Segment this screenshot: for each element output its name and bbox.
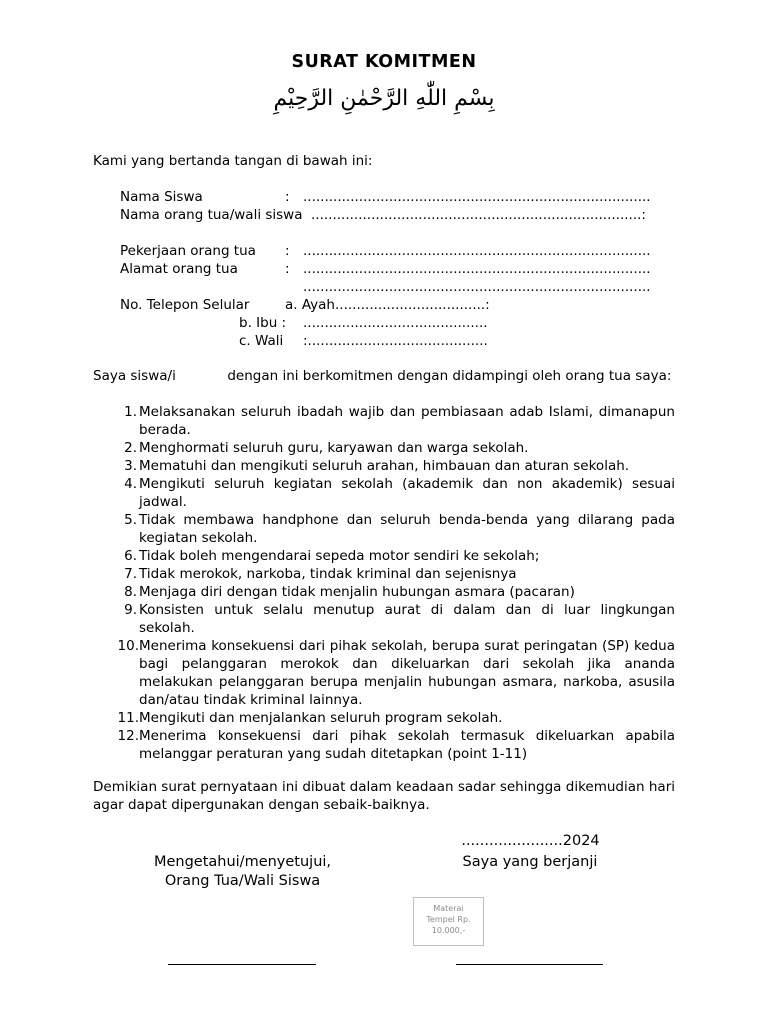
field-telepon-wali-value: :.......................................... xyxy=(303,333,488,349)
commitment-item-number: 11. xyxy=(117,710,139,726)
field-colon: : xyxy=(285,189,290,205)
commitment-item-number: 12. xyxy=(117,728,139,744)
commitment-item-text: Melaksanakan seluruh ibadah wajib dan pembiasaan adab Islami, dimanapun berada. xyxy=(139,404,675,438)
field-value-alamat: ................................................................................. xyxy=(303,261,651,277)
approval-label: Mengetahui/menyetujui, xyxy=(153,854,332,870)
stamp-text: Tempel Rp. xyxy=(426,915,471,924)
commitment-item xyxy=(93,457,675,475)
commitment-item xyxy=(93,583,675,601)
commitment-item xyxy=(93,637,675,709)
commitment-item-text: Mengikuti dan menjalankan seluruh program sekolah. xyxy=(139,710,503,726)
parent-guardian-label: Orang Tua/Wali Siswa xyxy=(164,873,321,889)
field-telepon-wali-label: c. Wali xyxy=(239,333,284,349)
closing-statement: Demikian surat pernyataan ini dibuat dalam keadaan sadar sehingga dikemudian hari agar dapat dipergunakan dengan sebaik-baiknya. xyxy=(93,779,675,813)
field-label-nama-ortu: Nama orang tua/wali siswa xyxy=(120,207,303,223)
commitment-item-number: 1. xyxy=(124,404,137,420)
field-telepon-ayah: a. Ayah...................................: xyxy=(285,297,490,313)
commitment-item xyxy=(93,547,675,565)
basmalah-calligraphy: بِسْمِ اللّٰهِ الرَّحْمٰنِ الرَّحِيْمِ xyxy=(273,86,495,111)
commitment-item xyxy=(93,475,675,511)
commitment-item-text: Konsisten untuk selalu menutup aurat di dalam dan di luar lingkungan sekolah. xyxy=(139,602,675,636)
document-title: SURAT KOMITMEN xyxy=(291,52,477,72)
field-colon: : xyxy=(285,243,290,259)
commitment-item xyxy=(93,727,675,763)
commitment-item xyxy=(93,511,675,547)
pledger-label: Saya yang berjanji xyxy=(462,854,598,870)
commitment-item xyxy=(93,709,675,727)
intro-text: Kami yang bertanda tangan di bawah ini: xyxy=(93,153,373,169)
commitment-item-text: Tidak boleh mengendarai sepeda motor sendiri ke sekolah; xyxy=(139,548,540,564)
commitment-item-text: Tidak merokok, narkoba, tindak kriminal dan sejenisnya xyxy=(139,566,517,582)
commitment-item-text: Menerima konsekuensi dari pihak sekolah termasuk dikeluarkan apabila melanggar peraturan yang sudah ditetapkan (point 1-11) xyxy=(139,728,675,762)
signature-date: ......................2024 xyxy=(461,833,600,849)
commitment-item xyxy=(93,565,675,583)
commitment-item-number: 2. xyxy=(124,440,137,456)
commitment-item-text: Menjaga diri dengan tidak menjalin hubungan asmara (pacaran) xyxy=(139,584,575,600)
commitment-item-number: 6. xyxy=(124,548,137,564)
commitment-item-number: 7. xyxy=(124,566,137,582)
commitment-item-text: Tidak membawa handphone dan seluruh benda-benda yang dilarang pada kegiatan sekolah. xyxy=(139,512,675,546)
commitment-item-number: 8. xyxy=(124,584,137,600)
stamp-text: 10.000,- xyxy=(431,926,466,935)
student-signature-line xyxy=(456,964,603,965)
field-value-nama-ortu: .............................................................................: xyxy=(311,207,646,223)
field-value-pekerjaan: ................................................................................. xyxy=(303,243,651,259)
field-colon: : xyxy=(285,261,290,277)
field-value-nama-siswa: ................................................................................. xyxy=(303,189,651,205)
commitment-item xyxy=(93,601,675,637)
commitment-intro: Saya siswa/i dengan ini berkomitmen dengan didampingi oleh orang tua saya: xyxy=(93,368,672,384)
stamp-text: Materai xyxy=(433,904,464,913)
field-telepon-ibu-value: ........................................... xyxy=(303,315,488,331)
commitment-item-text: Mengikuti seluruh kegiatan sekolah (akademik dan non akademik) sesuai jadwal. xyxy=(139,476,675,510)
commitment-item xyxy=(93,403,675,439)
commitment-item-number: 4. xyxy=(124,476,137,492)
field-value-alamat-line2: ................................................................................. xyxy=(303,279,651,295)
field-label-telepon: No. Telepon Selular xyxy=(120,297,250,313)
commitment-list xyxy=(93,403,675,763)
field-label-alamat: Alamat orang tua xyxy=(120,261,238,277)
commitment-item-text: Mematuhi dan mengikuti seluruh arahan, himbauan dan aturan sekolah. xyxy=(139,458,630,474)
commitment-item-number: 9. xyxy=(124,602,137,618)
field-telepon-ibu-label: b. Ibu : xyxy=(239,315,287,331)
parent-signature-line xyxy=(168,964,316,965)
stamp-duty-placeholder xyxy=(413,897,484,946)
commitment-item-number: 3. xyxy=(124,458,137,474)
commitment-item xyxy=(93,439,675,457)
commitment-item-text: Menerima konsekuensi dari pihak sekolah, berupa surat peringatan (SP) kedua bagi pelanggaran merokok dan dikeluarkan dari sekolah jika ananda melakukan pelanggaran berupa menjalin hubungan asmara, narkoba, asusila dan/atau tindak kriminal lainnya. xyxy=(139,638,675,708)
commitment-item-text: Menghormati seluruh guru, karyawan dan warga sekolah. xyxy=(139,440,529,456)
commitment-item-number: 5. xyxy=(124,512,137,528)
field-label-nama-siswa: Nama Siswa xyxy=(120,189,203,205)
field-label-pekerjaan: Pekerjaan orang tua xyxy=(120,243,256,259)
commitment-item-number: 10. xyxy=(117,638,139,654)
